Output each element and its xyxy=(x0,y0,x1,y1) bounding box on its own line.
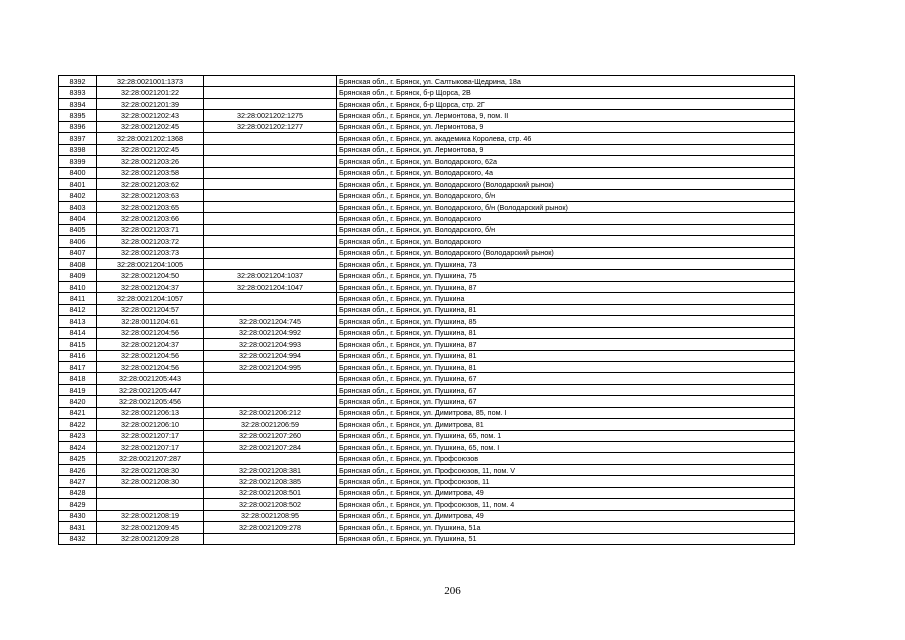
land-cadastral-number-cell: 32:28:0021205:443 xyxy=(97,373,204,384)
address-cell: Брянская обл., г. Брянск, ул. Пушкина, 81 xyxy=(337,350,795,361)
table-row xyxy=(59,144,795,155)
land-cadastral-number-cell: 32:28:0021203:63 xyxy=(97,190,204,201)
land-cadastral-number-cell: 32:28:0021204:50 xyxy=(97,270,204,281)
row-number-cell: 8419 xyxy=(59,384,97,395)
object-cadastral-number-cell xyxy=(204,224,337,235)
table-row xyxy=(59,304,795,315)
object-cadastral-number-cell: 32:28:0021204:992 xyxy=(204,327,337,338)
land-cadastral-number-cell: 32:28:0021204:37 xyxy=(97,281,204,292)
land-cadastral-number-cell: 32:28:0021203:71 xyxy=(97,224,204,235)
object-cadastral-number-cell: 32:28:0021204:1037 xyxy=(204,270,337,281)
table-row xyxy=(59,190,795,201)
address-cell: Брянская обл., г. Брянск, ул. Пушкина, 81 xyxy=(337,361,795,372)
table-row xyxy=(59,419,795,430)
table-row xyxy=(59,270,795,281)
table-row xyxy=(59,350,795,361)
table-row xyxy=(59,430,795,441)
land-cadastral-number-cell: 32:28:0021201:22 xyxy=(97,87,204,98)
land-cadastral-number-cell: 32:28:0021204:56 xyxy=(97,327,204,338)
address-cell: Брянская обл., г. Брянск, ул. Пушкина, 81 xyxy=(337,304,795,315)
land-cadastral-number-cell: 32:28:0021208:30 xyxy=(97,476,204,487)
table-row xyxy=(59,522,795,533)
address-cell: Брянская обл., г. Брянск, ул. Димитрова, 49 xyxy=(337,487,795,498)
land-cadastral-number-cell: 32:28:0021204:1005 xyxy=(97,259,204,270)
row-number-cell: 8409 xyxy=(59,270,97,281)
address-cell: Брянская обл., г. Брянск, ул. Профсоюзов, 11, пом. 4 xyxy=(337,499,795,510)
row-number-cell: 8405 xyxy=(59,224,97,235)
land-cadastral-number-cell xyxy=(97,499,204,510)
table-row xyxy=(59,281,795,292)
object-cadastral-number-cell xyxy=(204,133,337,144)
land-cadastral-number-cell: 32:28:0021201:39 xyxy=(97,98,204,109)
registry-table xyxy=(58,75,795,545)
address-cell: Брянская обл., г. Брянск, ул. Володарского, 4а xyxy=(337,167,795,178)
row-number-cell: 8392 xyxy=(59,76,97,87)
row-number-cell: 8401 xyxy=(59,178,97,189)
land-cadastral-number-cell xyxy=(97,487,204,498)
table-row xyxy=(59,167,795,178)
row-number-cell: 8420 xyxy=(59,396,97,407)
address-cell: Брянская обл., г. Брянск, ул. Пушкина, 51 xyxy=(337,533,795,544)
address-cell: Брянская обл., г. Брянск, ул. Пушкина, 65, пом. I xyxy=(337,442,795,453)
object-cadastral-number-cell xyxy=(204,453,337,464)
land-cadastral-number-cell: 32:28:0021202:45 xyxy=(97,144,204,155)
object-cadastral-number-cell xyxy=(204,304,337,315)
table-row xyxy=(59,373,795,384)
row-number-cell: 8426 xyxy=(59,464,97,475)
object-cadastral-number-cell: 32:28:0021208:381 xyxy=(204,464,337,475)
land-cadastral-number-cell: 32:28:0021203:26 xyxy=(97,156,204,167)
object-cadastral-number-cell xyxy=(204,259,337,270)
address-cell: Брянская обл., г. Брянск, ул. Володарского (Володарский рынок) xyxy=(337,247,795,258)
table-row xyxy=(59,156,795,167)
row-number-cell: 8427 xyxy=(59,476,97,487)
row-number-cell: 8430 xyxy=(59,510,97,521)
object-cadastral-number-cell: 32:28:0021209:278 xyxy=(204,522,337,533)
object-cadastral-number-cell xyxy=(204,293,337,304)
object-cadastral-number-cell: 32:28:0021208:501 xyxy=(204,487,337,498)
table-row xyxy=(59,396,795,407)
row-number-cell: 8422 xyxy=(59,419,97,430)
address-cell: Брянская обл., г. Брянск, ул. Лермонтова, 9 xyxy=(337,121,795,132)
object-cadastral-number-cell: 32:28:0021208:502 xyxy=(204,499,337,510)
table-row xyxy=(59,327,795,338)
table-row xyxy=(59,76,795,87)
object-cadastral-number-cell: 32:28:0021204:994 xyxy=(204,350,337,361)
address-cell: Брянская обл., г. Брянск, ул. Пушкина, 81 xyxy=(337,327,795,338)
row-number-cell: 8425 xyxy=(59,453,97,464)
land-cadastral-number-cell: 32:28:0021202:43 xyxy=(97,110,204,121)
address-cell: Брянская обл., г. Брянск, ул. Пушкина, 67 xyxy=(337,373,795,384)
address-cell: Брянская обл., г. Брянск, ул. Димитрова, 81 xyxy=(337,419,795,430)
row-number-cell: 8411 xyxy=(59,293,97,304)
row-number-cell: 8394 xyxy=(59,98,97,109)
object-cadastral-number-cell xyxy=(204,167,337,178)
address-cell: Брянская обл., г. Брянск, ул. Пушкина, 87 xyxy=(337,339,795,350)
row-number-cell: 8407 xyxy=(59,247,97,258)
address-cell: Брянская обл., г. Брянск, ул. Володарского, б/н xyxy=(337,224,795,235)
land-cadastral-number-cell: 32:28:0021207:17 xyxy=(97,430,204,441)
object-cadastral-number-cell xyxy=(204,201,337,212)
land-cadastral-number-cell: 32:28:0021203:72 xyxy=(97,236,204,247)
object-cadastral-number-cell xyxy=(204,533,337,544)
address-cell: Брянская обл., г. Брянск, ул. Профсоюзов xyxy=(337,453,795,464)
object-cadastral-number-cell xyxy=(204,178,337,189)
address-cell: Брянская обл., г. Брянск, ул. Пушкина, 51а xyxy=(337,522,795,533)
land-cadastral-number-cell: 32:28:0021203:58 xyxy=(97,167,204,178)
table-row xyxy=(59,110,795,121)
land-cadastral-number-cell: 32:28:0011204:61 xyxy=(97,316,204,327)
address-cell: Брянская обл., г. Брянск, ул. Димитрова, 85, пом. I xyxy=(337,407,795,418)
table-row xyxy=(59,510,795,521)
table-row xyxy=(59,453,795,464)
object-cadastral-number-cell: 32:28:0021207:260 xyxy=(204,430,337,441)
address-cell: Брянская обл., г. Брянск, ул. Пушкина, 67 xyxy=(337,396,795,407)
address-cell: Брянская обл., г. Брянск, ул. Лермонтова, 9, пом. II xyxy=(337,110,795,121)
row-number-cell: 8406 xyxy=(59,236,97,247)
row-number-cell: 8421 xyxy=(59,407,97,418)
row-number-cell: 8398 xyxy=(59,144,97,155)
row-number-cell: 8428 xyxy=(59,487,97,498)
land-cadastral-number-cell: 32:28:0021203:62 xyxy=(97,178,204,189)
table-row xyxy=(59,213,795,224)
table-row xyxy=(59,361,795,372)
object-cadastral-number-cell: 32:28:0021202:1277 xyxy=(204,121,337,132)
land-cadastral-number-cell: 32:28:0021001:1373 xyxy=(97,76,204,87)
row-number-cell: 8413 xyxy=(59,316,97,327)
address-cell: Брянская обл., г. Брянск, ул. Пушкина, 65, пом. 1 xyxy=(337,430,795,441)
table-row xyxy=(59,224,795,235)
land-cadastral-number-cell: 32:28:0021207:17 xyxy=(97,442,204,453)
land-cadastral-number-cell: 32:28:0021203:66 xyxy=(97,213,204,224)
land-cadastral-number-cell: 32:28:0021204:56 xyxy=(97,361,204,372)
land-cadastral-number-cell: 32:28:0021205:456 xyxy=(97,396,204,407)
row-number-cell: 8418 xyxy=(59,373,97,384)
object-cadastral-number-cell xyxy=(204,76,337,87)
row-number-cell: 8429 xyxy=(59,499,97,510)
object-cadastral-number-cell xyxy=(204,247,337,258)
object-cadastral-number-cell: 32:28:0021202:1275 xyxy=(204,110,337,121)
object-cadastral-number-cell: 32:28:0021204:993 xyxy=(204,339,337,350)
land-cadastral-number-cell: 32:28:0021205:447 xyxy=(97,384,204,395)
land-cadastral-number-cell: 32:28:0021207:287 xyxy=(97,453,204,464)
address-cell: Брянская обл., г. Брянск, ул. академика Королева, стр. 46 xyxy=(337,133,795,144)
table-row xyxy=(59,442,795,453)
address-cell: Брянская обл., г. Брянск, ул. Салтыкова-Щедрина, 18а xyxy=(337,76,795,87)
row-number-cell: 8412 xyxy=(59,304,97,315)
address-cell: Брянская обл., г. Брянск, б-р Щорса, стр. 2Г xyxy=(337,98,795,109)
land-cadastral-number-cell: 32:28:0021204:1057 xyxy=(97,293,204,304)
address-cell: Брянская обл., г. Брянск, ул. Профсоюзов, 11 xyxy=(337,476,795,487)
table-row xyxy=(59,407,795,418)
object-cadastral-number-cell xyxy=(204,373,337,384)
object-cadastral-number-cell: 32:28:0021204:1047 xyxy=(204,281,337,292)
table-row xyxy=(59,533,795,544)
row-number-cell: 8417 xyxy=(59,361,97,372)
table-row xyxy=(59,259,795,270)
land-cadastral-number-cell: 32:28:0021204:57 xyxy=(97,304,204,315)
row-number-cell: 8416 xyxy=(59,350,97,361)
land-cadastral-number-cell: 32:28:0021202:45 xyxy=(97,121,204,132)
land-cadastral-number-cell: 32:28:0021204:56 xyxy=(97,350,204,361)
table-row xyxy=(59,121,795,132)
row-number-cell: 8431 xyxy=(59,522,97,533)
row-number-cell: 8423 xyxy=(59,430,97,441)
table-row xyxy=(59,247,795,258)
land-cadastral-number-cell: 32:28:0021208:30 xyxy=(97,464,204,475)
object-cadastral-number-cell: 32:28:0021206:59 xyxy=(204,419,337,430)
registry-table-body xyxy=(59,76,795,545)
address-cell: Брянская обл., г. Брянск, ул. Пушкина, 67 xyxy=(337,384,795,395)
address-cell: Брянская обл., г. Брянск, ул. Профсоюзов, 11, пом. V xyxy=(337,464,795,475)
object-cadastral-number-cell: 32:28:0021207:284 xyxy=(204,442,337,453)
table-row xyxy=(59,201,795,212)
land-cadastral-number-cell: 32:28:0021206:10 xyxy=(97,419,204,430)
row-number-cell: 8408 xyxy=(59,259,97,270)
address-cell: Брянская обл., г. Брянск, ул. Пушкина xyxy=(337,293,795,304)
address-cell: Брянская обл., г. Брянск, ул. Пушкина, 75 xyxy=(337,270,795,281)
address-cell: Брянская обл., г. Брянск, ул. Пушкина, 73 xyxy=(337,259,795,270)
table-row xyxy=(59,384,795,395)
row-number-cell: 8403 xyxy=(59,201,97,212)
address-cell: Брянская обл., г. Брянск, ул. Володарского xyxy=(337,213,795,224)
land-cadastral-number-cell: 32:28:0021203:73 xyxy=(97,247,204,258)
table-row xyxy=(59,87,795,98)
row-number-cell: 8404 xyxy=(59,213,97,224)
table-row xyxy=(59,476,795,487)
table-row xyxy=(59,499,795,510)
address-cell: Брянская обл., г. Брянск, ул. Димитрова, 49 xyxy=(337,510,795,521)
land-cadastral-number-cell: 32:28:0021208:19 xyxy=(97,510,204,521)
address-cell: Брянская обл., г. Брянск, ул. Пушкина, 85 xyxy=(337,316,795,327)
table-row xyxy=(59,98,795,109)
address-cell: Брянская обл., г. Брянск, ул. Володарского (Володарский рынок) xyxy=(337,178,795,189)
address-cell: Брянская обл., г. Брянск, ул. Володарского, б/н (Володарский рынок) xyxy=(337,201,795,212)
table-row xyxy=(59,339,795,350)
object-cadastral-number-cell xyxy=(204,144,337,155)
table-row xyxy=(59,133,795,144)
object-cadastral-number-cell: 32:28:0021204:745 xyxy=(204,316,337,327)
row-number-cell: 8395 xyxy=(59,110,97,121)
object-cadastral-number-cell xyxy=(204,213,337,224)
object-cadastral-number-cell xyxy=(204,156,337,167)
land-cadastral-number-cell: 32:28:0021206:13 xyxy=(97,407,204,418)
row-number-cell: 8410 xyxy=(59,281,97,292)
address-cell: Брянская обл., г. Брянск, ул. Пушкина, 87 xyxy=(337,281,795,292)
row-number-cell: 8415 xyxy=(59,339,97,350)
object-cadastral-number-cell: 32:28:0021206:212 xyxy=(204,407,337,418)
object-cadastral-number-cell xyxy=(204,396,337,407)
row-number-cell: 8414 xyxy=(59,327,97,338)
object-cadastral-number-cell xyxy=(204,384,337,395)
address-cell: Брянская обл., г. Брянск, ул. Лермонтова, 9 xyxy=(337,144,795,155)
object-cadastral-number-cell: 32:28:0021204:995 xyxy=(204,361,337,372)
table-row xyxy=(59,178,795,189)
land-cadastral-number-cell: 32:28:0021204:37 xyxy=(97,339,204,350)
row-number-cell: 8400 xyxy=(59,167,97,178)
object-cadastral-number-cell xyxy=(204,236,337,247)
row-number-cell: 8396 xyxy=(59,121,97,132)
table-row xyxy=(59,293,795,304)
row-number-cell: 8424 xyxy=(59,442,97,453)
land-cadastral-number-cell: 32:28:0021209:28 xyxy=(97,533,204,544)
land-cadastral-number-cell: 32:28:0021202:1368 xyxy=(97,133,204,144)
row-number-cell: 8402 xyxy=(59,190,97,201)
table-row xyxy=(59,487,795,498)
page-number: 206 xyxy=(444,585,461,597)
object-cadastral-number-cell: 32:28:0021208:385 xyxy=(204,476,337,487)
address-cell: Брянская обл., г. Брянск, б-р Щорса, 2В xyxy=(337,87,795,98)
land-cadastral-number-cell: 32:28:0021203:65 xyxy=(97,201,204,212)
row-number-cell: 8397 xyxy=(59,133,97,144)
table-row xyxy=(59,236,795,247)
row-number-cell: 8393 xyxy=(59,87,97,98)
table-row xyxy=(59,464,795,475)
address-cell: Брянская обл., г. Брянск, ул. Володарского xyxy=(337,236,795,247)
row-number-cell: 8399 xyxy=(59,156,97,167)
table-row xyxy=(59,316,795,327)
address-cell: Брянская обл., г. Брянск, ул. Володарского, б/н xyxy=(337,190,795,201)
row-number-cell: 8432 xyxy=(59,533,97,544)
object-cadastral-number-cell xyxy=(204,87,337,98)
object-cadastral-number-cell xyxy=(204,190,337,201)
land-cadastral-number-cell: 32:28:0021209:45 xyxy=(97,522,204,533)
object-cadastral-number-cell: 32:28:0021208:95 xyxy=(204,510,337,521)
object-cadastral-number-cell xyxy=(204,98,337,109)
address-cell: Брянская обл., г. Брянск, ул. Володарского, 62а xyxy=(337,156,795,167)
